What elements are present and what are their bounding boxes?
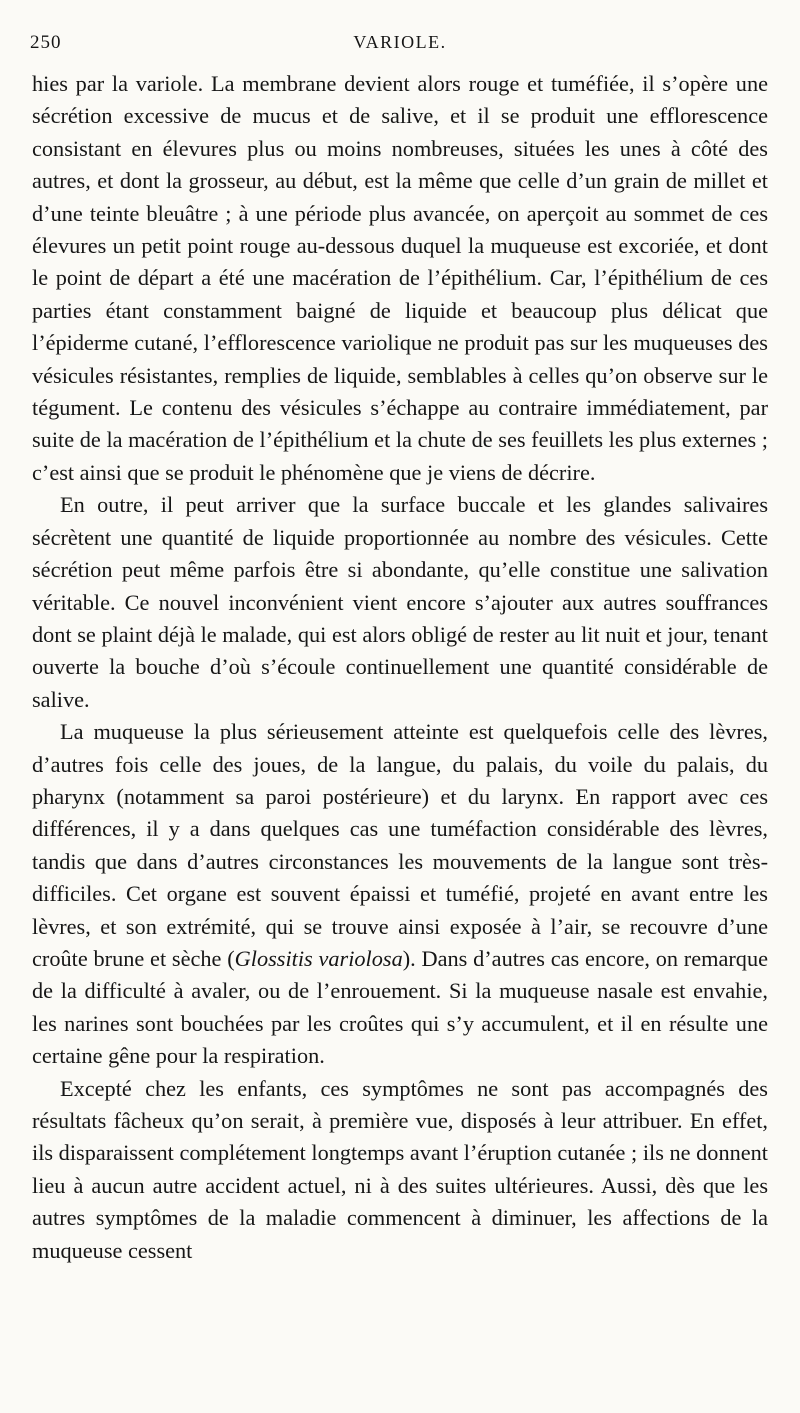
body-text [32, 68, 768, 1267]
running-head: VARIOLE. [353, 32, 447, 52]
paragraph-3-text-a: La muqueuse la plus sérieusement atteinte est quelquefois celle des lèvres, d’autres fois celle des joues, de la langue, du palais, du voile du palais, du pharynx (notamment sa paroi postérieure) et du larynx. En rapport avec ces différences, il y a dans quelques cas une tuméfaction considérable des lèvres, tandis que dans d’autres circonstances les mouvements de la langue sont très-difficiles. Cet organe est souvent épaissi et tuméfié, projeté en avant entre les lèvres, et son extrémité, qui se trouve ainsi exposée à l’air, se recouvre d’une croûte brune et sèche ( [32, 719, 768, 971]
paragraph-4: Excepté chez les enfants, ces symptômes ne sont pas accompagnés des résultats fâcheux qu’on serait, à première vue, disposés à leur attribuer. En effet, ils disparaissent complétement longtemps avant l’éruption cutanée ; ils ne donnent lieu à aucun autre accident actuel, ni à des suites ultérieures. Aussi, dès que les autres symptômes de la maladie commencent à diminuer, les affections de la muqueuse cessent [32, 1075, 768, 1263]
italic-term: Glossitis variolosa [234, 945, 403, 971]
paragraph-3 [32, 716, 768, 1072]
page-number: 250 [30, 32, 62, 53]
paragraph-2: En outre, il peut arriver que la surface buccale et les glandes salivaires sécrètent une quantité de liquide proportionnée au nombre des vésicules. Cette sécrétion peut même parfois être si abondante, qu’elle constitue une salivation véritable. Ce nouvel inconvénient vient encore s’ajouter aux autres souffrances dont se plaint déjà le malade, qui est alors obligé de rester au lit nuit et jour, tenant ouverte la bouche d’où s’écoule continuellement une quantité considérable de salive. [32, 492, 768, 712]
paragraph-3-text-b: ). Dans d’autres cas encore, on remarque de la difficulté à avaler, ou de l’enrouement. Si la muqueuse nasale est envahie, les narines sont bouchées par les croûtes qui s’y accumulent, et il en résulte une certaine gêne pour la respiration. [32, 945, 768, 1069]
page-header [30, 30, 770, 60]
paragraph-1: hies par la variole. La membrane devient alors rouge et tuméfiée, il s’opère une sécrétion excessive de mucus et de salive, et il se produit une efflorescence consistant en élevures plus ou moins nombreuses, situées les unes à côté des autres, et dont la grosseur, au début, est la même que celle d’un grain de millet et d’une teinte bleuâtre ; à une période plus avancée, on aperçoit au sommet de ces élevures un petit point rouge au-dessous duquel la muqueuse est excoriée, et dont le point de départ a été une macération de l’épithélium. Car, l’épithélium de ces parties étant constamment baigné de liquide et beaucoup plus délicat que l’épiderme cutané, l’efflorescence variolique ne produit pas sur les muqueuses des vésicules résistantes, remplies de liquide, semblables à celles qu’on observe sur le tégument. Le contenu des vésicules s’échappe au contraire immédiatement, par suite de la macération de l’épithélium et la chute de ses feuillets les plus externes ; c’est ainsi que se produit le phénomène que je viens de décrire. [32, 71, 768, 485]
